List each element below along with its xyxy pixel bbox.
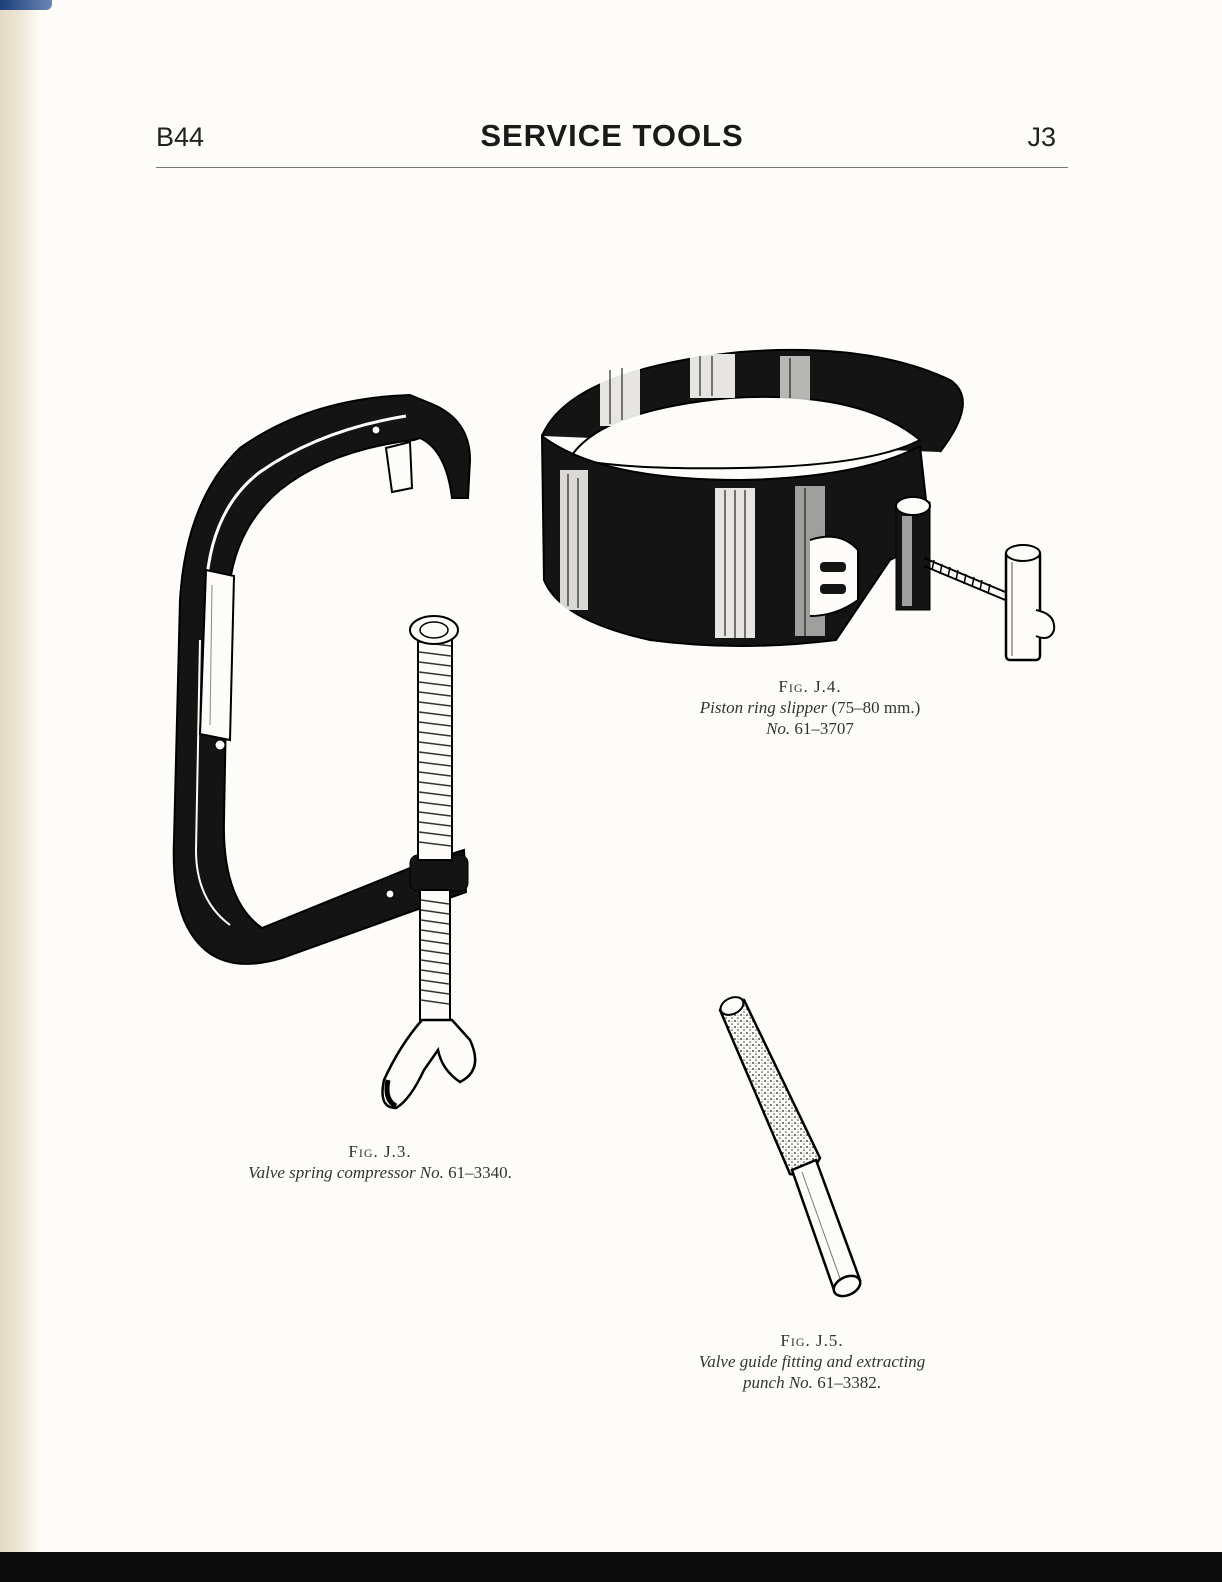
- header-rule: [156, 167, 1068, 168]
- drift-punch-icon: [710, 990, 870, 1310]
- page-header: [156, 116, 1068, 160]
- corner-tab-mark: [0, 0, 52, 10]
- section-code: B44: [156, 122, 205, 152]
- figure-part-number: No. 61–3707: [766, 719, 854, 738]
- c-clamp-compressor-icon: [170, 380, 500, 1120]
- figure-label: Fig. J.5.: [780, 1331, 844, 1350]
- figure-label: Fig. J.4.: [778, 677, 842, 696]
- page-number: J3: [1027, 122, 1056, 152]
- page-title: SERVICE TOOLS: [480, 118, 744, 153]
- figure-caption-j3: [190, 1141, 570, 1183]
- figure-part-number: punch No. 61–3382.: [743, 1373, 881, 1392]
- page-binding-shadow: [0, 0, 38, 1582]
- figure-description: Valve guide fitting and extracting: [698, 1352, 926, 1371]
- figure-label: Fig. J.3.: [348, 1142, 412, 1161]
- scan-bottom-edge: [0, 1552, 1222, 1582]
- figure-caption-j5: [612, 1330, 1012, 1393]
- figure-description: Piston ring slipper (75–80 mm.): [699, 698, 921, 717]
- ring-band-clamp-icon: [540, 340, 1070, 670]
- figure-description: Valve spring compressor No. 61–3340.: [248, 1163, 512, 1182]
- figure-caption-j4: [620, 676, 1000, 739]
